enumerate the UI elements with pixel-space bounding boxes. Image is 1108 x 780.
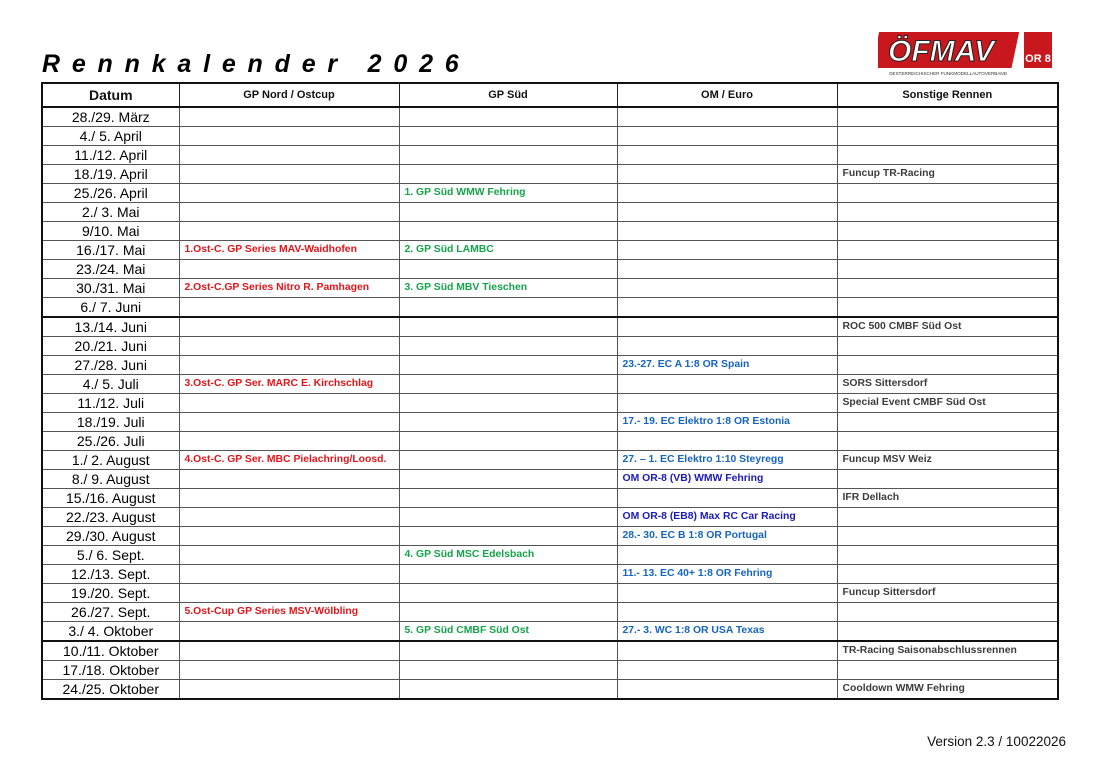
cell-om-euro <box>617 127 837 146</box>
cell-sonstige <box>837 603 1058 622</box>
cell-sonstige: IFR Dellach <box>837 489 1058 508</box>
table-row <box>42 451 1058 470</box>
cell-gp-sued <box>399 203 617 222</box>
cell-gp-sued <box>399 337 617 356</box>
header-om-euro: OM / Euro <box>617 83 837 107</box>
table-row <box>42 603 1058 622</box>
cell-gp-sued <box>399 222 617 241</box>
table-row <box>42 470 1058 489</box>
table-row <box>42 260 1058 279</box>
cell-gp-sued <box>399 680 617 700</box>
logo-brand-text: ÖFMAV <box>888 35 995 68</box>
cell-om-euro <box>617 680 837 700</box>
cell-sonstige <box>837 298 1058 318</box>
cell-gp-sued <box>399 565 617 584</box>
cell-gp-nord: 2.Ost-C.GP Series Nitro R. Pamhagen <box>179 279 399 298</box>
cell-date: 10./11. Oktober <box>42 641 179 661</box>
cell-date: 24./25. Oktober <box>42 680 179 700</box>
table-row <box>42 508 1058 527</box>
cell-gp-sued: 1. GP Süd WMW Fehring <box>399 184 617 203</box>
logo-badge-text: OR 8 <box>1025 53 1051 65</box>
cell-date: 11./12. April <box>42 146 179 165</box>
cell-sonstige: Cooldown WMW Fehring <box>837 680 1058 700</box>
cell-om-euro <box>617 546 837 565</box>
cell-gp-nord <box>179 584 399 603</box>
cell-gp-sued <box>399 413 617 432</box>
cell-gp-sued: 3. GP Süd MBV Tieschen <box>399 279 617 298</box>
cell-om-euro <box>617 298 837 318</box>
cell-sonstige <box>837 107 1058 127</box>
cell-gp-nord <box>179 470 399 489</box>
cell-om-euro <box>617 203 837 222</box>
cell-date: 20./21. Juni <box>42 337 179 356</box>
table-row <box>42 146 1058 165</box>
cell-gp-sued <box>399 298 617 318</box>
cell-gp-nord <box>179 317 399 337</box>
cell-sonstige: Funcup MSV Weiz <box>837 451 1058 470</box>
cell-date: 6./ 7. Juni <box>42 298 179 318</box>
table-row <box>42 317 1058 337</box>
cell-sonstige <box>837 432 1058 451</box>
cell-gp-nord <box>179 337 399 356</box>
cell-gp-sued <box>399 489 617 508</box>
cell-sonstige <box>837 508 1058 527</box>
header-row <box>42 83 1058 107</box>
table-row <box>42 622 1058 642</box>
cell-gp-sued <box>399 527 617 546</box>
cell-date: 28./29. März <box>42 107 179 127</box>
cell-date: 11./12. Juli <box>42 394 179 413</box>
cell-date: 17./18. Oktober <box>42 661 179 680</box>
cell-date: 4./ 5. April <box>42 127 179 146</box>
cell-gp-nord <box>179 107 399 127</box>
cell-gp-nord <box>179 165 399 184</box>
cell-date: 27./28. Juni <box>42 356 179 375</box>
cell-om-euro <box>617 489 837 508</box>
cell-date: 29./30. August <box>42 527 179 546</box>
table-row <box>42 165 1058 184</box>
cell-gp-sued <box>399 127 617 146</box>
cell-date: 30./31. Mai <box>42 279 179 298</box>
cell-gp-nord <box>179 622 399 642</box>
table-row <box>42 680 1058 700</box>
cell-om-euro: OM OR-8 (VB) WMW Fehring <box>617 470 837 489</box>
cell-sonstige <box>837 470 1058 489</box>
cell-gp-sued <box>399 641 617 661</box>
cell-gp-nord: 4.Ost-C. GP Ser. MBC Pielachring/Loosd. <box>179 451 399 470</box>
cell-sonstige <box>837 260 1058 279</box>
cell-om-euro <box>617 146 837 165</box>
cell-gp-nord <box>179 565 399 584</box>
table-row <box>42 107 1058 127</box>
cell-sonstige <box>837 203 1058 222</box>
version-label: Version 2.3 / 10022026 <box>927 734 1066 749</box>
cell-gp-sued <box>399 451 617 470</box>
cell-date: 12./13. Sept. <box>42 565 179 584</box>
cell-date: 9/10. Mai <box>42 222 179 241</box>
cell-sonstige <box>837 184 1058 203</box>
cell-date: 1./ 2. August <box>42 451 179 470</box>
cell-gp-nord <box>179 661 399 680</box>
cell-date: 4./ 5. Juli <box>42 375 179 394</box>
table-row <box>42 413 1058 432</box>
cell-gp-nord <box>179 680 399 700</box>
cell-gp-nord <box>179 508 399 527</box>
cell-sonstige <box>837 146 1058 165</box>
cell-date: 3./ 4. Oktober <box>42 622 179 642</box>
cell-gp-sued <box>399 432 617 451</box>
cell-om-euro <box>617 184 837 203</box>
cell-gp-sued <box>399 470 617 489</box>
cell-om-euro <box>617 222 837 241</box>
table-row <box>42 356 1058 375</box>
cell-gp-sued: 2. GP Süd LAMBC <box>399 241 617 260</box>
cell-sonstige <box>837 337 1058 356</box>
cell-sonstige <box>837 279 1058 298</box>
cell-date: 15./16. August <box>42 489 179 508</box>
cell-gp-sued <box>399 165 617 184</box>
cell-gp-nord <box>179 127 399 146</box>
cell-date: 2./ 3. Mai <box>42 203 179 222</box>
cell-gp-sued <box>399 317 617 337</box>
cell-om-euro: 28.- 30. EC B 1:8 OR Portugal <box>617 527 837 546</box>
cell-gp-nord <box>179 146 399 165</box>
cell-gp-nord: 1.Ost-C. GP Series MAV-Waidhofen <box>179 241 399 260</box>
cell-gp-sued <box>399 603 617 622</box>
cell-gp-sued: 4. GP Süd MSC Edelsbach <box>399 546 617 565</box>
cell-om-euro <box>617 165 837 184</box>
cell-date: 13./14. Juni <box>42 317 179 337</box>
cell-date: 18./19. Juli <box>42 413 179 432</box>
cell-sonstige <box>837 661 1058 680</box>
cell-om-euro: OM OR-8 (EB8) Max RC Car Racing <box>617 508 837 527</box>
logo-subtitle: OESTERREICHISCHER FUNKMODELLAUTOVERBAND <box>888 71 1008 76</box>
table-row <box>42 337 1058 356</box>
cell-sonstige: Funcup TR-Racing <box>837 165 1058 184</box>
table-row <box>42 127 1058 146</box>
ofmav-logo <box>878 28 1056 78</box>
table-row <box>42 222 1058 241</box>
cell-gp-nord <box>179 394 399 413</box>
cell-om-euro: 23.-27. EC A 1:8 OR Spain <box>617 356 837 375</box>
table-row <box>42 184 1058 203</box>
cell-sonstige <box>837 241 1058 260</box>
cell-sonstige: SORS Sittersdorf <box>837 375 1058 394</box>
cell-om-euro: 27.- 3. WC 1:8 OR USA Texas <box>617 622 837 642</box>
cell-om-euro <box>617 661 837 680</box>
cell-sonstige <box>837 565 1058 584</box>
cell-gp-nord <box>179 203 399 222</box>
cell-sonstige <box>837 356 1058 375</box>
cell-date: 18./19. April <box>42 165 179 184</box>
cell-gp-nord <box>179 641 399 661</box>
cell-date: 22./23. August <box>42 508 179 527</box>
cell-om-euro <box>617 375 837 394</box>
cell-sonstige: ROC 500 CMBF Süd Ost <box>837 317 1058 337</box>
cell-gp-nord: 5.Ost-Cup GP Series MSV-Wölbling <box>179 603 399 622</box>
header-gp-sued: GP Süd <box>399 83 617 107</box>
cell-gp-nord <box>179 184 399 203</box>
cell-gp-nord <box>179 546 399 565</box>
cell-date: 19./20. Sept. <box>42 584 179 603</box>
cell-sonstige <box>837 527 1058 546</box>
cell-om-euro <box>617 641 837 661</box>
cell-gp-nord <box>179 222 399 241</box>
cell-om-euro <box>617 337 837 356</box>
cell-gp-sued <box>399 260 617 279</box>
table-row <box>42 584 1058 603</box>
table-row <box>42 279 1058 298</box>
cell-om-euro <box>617 603 837 622</box>
cell-gp-nord: 3.Ost-C. GP Ser. MARC E. Kirchschlag <box>179 375 399 394</box>
cell-sonstige <box>837 622 1058 642</box>
cell-om-euro <box>617 279 837 298</box>
cell-gp-sued <box>399 107 617 127</box>
cell-om-euro <box>617 260 837 279</box>
cell-gp-nord <box>179 356 399 375</box>
race-calendar-table <box>41 82 1059 700</box>
cell-om-euro: 11.- 13. EC 40+ 1:8 OR Fehring <box>617 565 837 584</box>
cell-date: 25./26. April <box>42 184 179 203</box>
cell-sonstige: Funcup Sittersdorf <box>837 584 1058 603</box>
table-row <box>42 375 1058 394</box>
cell-om-euro <box>617 432 837 451</box>
cell-om-euro <box>617 317 837 337</box>
cell-om-euro <box>617 107 837 127</box>
table-row <box>42 298 1058 318</box>
cell-sonstige <box>837 127 1058 146</box>
cell-gp-sued <box>399 375 617 394</box>
cell-gp-sued <box>399 661 617 680</box>
table-row <box>42 241 1058 260</box>
table-row <box>42 203 1058 222</box>
table-row <box>42 432 1058 451</box>
cell-gp-nord <box>179 413 399 432</box>
table-row <box>42 527 1058 546</box>
cell-date: 5./ 6. Sept. <box>42 546 179 565</box>
table-row <box>42 394 1058 413</box>
cell-sonstige <box>837 222 1058 241</box>
cell-gp-sued <box>399 584 617 603</box>
cell-gp-nord <box>179 489 399 508</box>
cell-gp-sued <box>399 356 617 375</box>
cell-gp-sued: 5. GP Süd CMBF Süd Ost <box>399 622 617 642</box>
header-gp-nord-ostcup: GP Nord / Ostcup <box>179 83 399 107</box>
calendar-body <box>42 107 1058 699</box>
cell-sonstige: Special Event CMBF Süd Ost <box>837 394 1058 413</box>
cell-om-euro <box>617 584 837 603</box>
header-sonstige-rennen: Sonstige Rennen <box>837 83 1058 107</box>
cell-sonstige <box>837 546 1058 565</box>
header-datum: Datum <box>42 83 179 107</box>
cell-date: 23./24. Mai <box>42 260 179 279</box>
table-row <box>42 565 1058 584</box>
cell-date: 25./26. Juli <box>42 432 179 451</box>
cell-sonstige: TR-Racing Saisonabschlussrennen <box>837 641 1058 661</box>
cell-om-euro: 17.- 19. EC Elektro 1:8 OR Estonia <box>617 413 837 432</box>
cell-gp-nord <box>179 298 399 318</box>
cell-om-euro <box>617 394 837 413</box>
cell-sonstige <box>837 413 1058 432</box>
table-row <box>42 641 1058 661</box>
cell-gp-sued <box>399 508 617 527</box>
cell-gp-nord <box>179 527 399 546</box>
table-row <box>42 661 1058 680</box>
cell-gp-sued <box>399 146 617 165</box>
cell-om-euro <box>617 241 837 260</box>
table-row <box>42 489 1058 508</box>
cell-gp-nord <box>179 432 399 451</box>
cell-date: 8./ 9. August <box>42 470 179 489</box>
cell-gp-nord <box>179 260 399 279</box>
cell-gp-sued <box>399 394 617 413</box>
page-title: Rennkalender 2026 <box>42 50 471 78</box>
table-row <box>42 546 1058 565</box>
cell-date: 16./17. Mai <box>42 241 179 260</box>
cell-date: 26./27. Sept. <box>42 603 179 622</box>
cell-om-euro: 27. – 1. EC Elektro 1:10 Steyregg <box>617 451 837 470</box>
